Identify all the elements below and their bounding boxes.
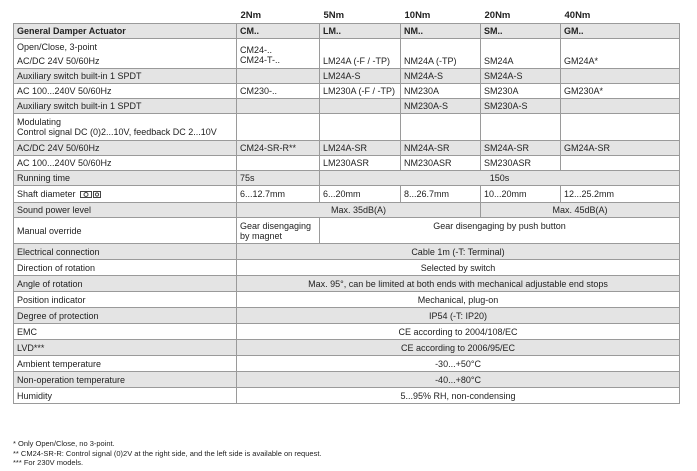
col-40nm: 40Nm bbox=[564, 10, 591, 21]
footnote: * Only Open/Close, no 3-point. bbox=[13, 439, 115, 448]
shaft-diameter-icon bbox=[80, 190, 102, 199]
table-title: General Damper Actuator bbox=[14, 24, 237, 39]
direction-row: Direction of rotation Selected by switch bbox=[14, 260, 680, 276]
aux-switch-row-24v: Auxiliary switch built-in 1 SPDT LM24A-S NM24A-S SM24A-S bbox=[14, 69, 680, 84]
modulating-230v-row: AC 100...240V 50/60Hz LM230ASR NM230ASR SM230ASR bbox=[14, 156, 680, 171]
running-time-row: Running time 75s 150s bbox=[14, 171, 680, 186]
col-5nm: 5Nm bbox=[323, 10, 345, 21]
ac100-row: AC 100...240V 50/60Hz CM230-.. LM230A (-F / -TP) NM230A SM230A GM230A* bbox=[14, 84, 680, 99]
cm24-model: CM24-.. bbox=[240, 44, 273, 55]
cm24-cell bbox=[237, 39, 320, 69]
humidity-row: Humidity 5...95% RH, non-condensing bbox=[14, 388, 680, 404]
col-2nm: 2Nm bbox=[240, 10, 262, 21]
angle-row: Angle of rotation Max. 95°, can be limited at both ends with mechanical adjustable end stops bbox=[14, 276, 680, 292]
protection-row: Degree of protection IP54 (-T: IP20) bbox=[14, 308, 680, 324]
spec-table-container bbox=[13, 9, 679, 404]
aux-switch-row-230v: Auxiliary switch built-in 1 SPDT NM230A-S SM230A-S bbox=[14, 99, 680, 114]
footnotes bbox=[13, 439, 322, 468]
footnote: ** CM24-SR-R: Control signal (0)2V at the right side, and the left side is available on request. bbox=[13, 448, 322, 458]
footnote: *** For 230V models. bbox=[13, 458, 84, 467]
lvd-row: LVD*** CE according to 2006/95/EC bbox=[14, 340, 680, 356]
sound-power-row: Sound power level Max. 35dB(A) Max. 45dB(A) bbox=[14, 203, 680, 218]
col-10nm: 10Nm bbox=[404, 10, 431, 21]
spec-table bbox=[13, 9, 680, 404]
col-20nm: 20Nm bbox=[484, 10, 511, 21]
ambient-row: Ambient temperature -30...+50°C bbox=[14, 356, 680, 372]
open-close-row: Open/Close, 3-point AC/DC 24V 50/60Hz CM24-.. CM24-T-.. LM24A (-F / -TP) NM24A (-TP) SM24A GM24A* bbox=[14, 39, 680, 69]
manual-left-cell: Gear disengaging by magnet bbox=[237, 218, 320, 244]
shaft-diameter-row: Shaft diameter 6...12.7mm 6...20mm 8...26.7mm 10...20mm 12...25.2mm bbox=[14, 186, 680, 203]
nonop-row: Non-operation temperature -40...+80°C bbox=[14, 372, 680, 388]
electrical-row: Electrical connection Cable 1m (-T: Terminal) bbox=[14, 244, 680, 260]
torque-header-row bbox=[14, 9, 680, 24]
cm24-model: CM24-T-.. bbox=[240, 54, 281, 65]
manual-override-row: Manual override Gear disengaging by magnet Gear disengaging by push button bbox=[14, 218, 680, 244]
modulating-24v-row: AC/DC 24V 50/60Hz CM24-SR-R** LM24A-SR NM24A-SR SM24A-SR GM24A-SR bbox=[14, 141, 680, 156]
series-row: General Damper Actuator CM.. LM.. NM.. SM.. GM.. bbox=[14, 24, 680, 39]
modulating-row: Modulating Control signal DC (0)2...10V, feedback DC 2...10V bbox=[14, 114, 680, 141]
emc-row: EMC CE according to 2004/108/EC bbox=[14, 324, 680, 340]
position-row: Position indicator Mechanical, plug-on bbox=[14, 292, 680, 308]
